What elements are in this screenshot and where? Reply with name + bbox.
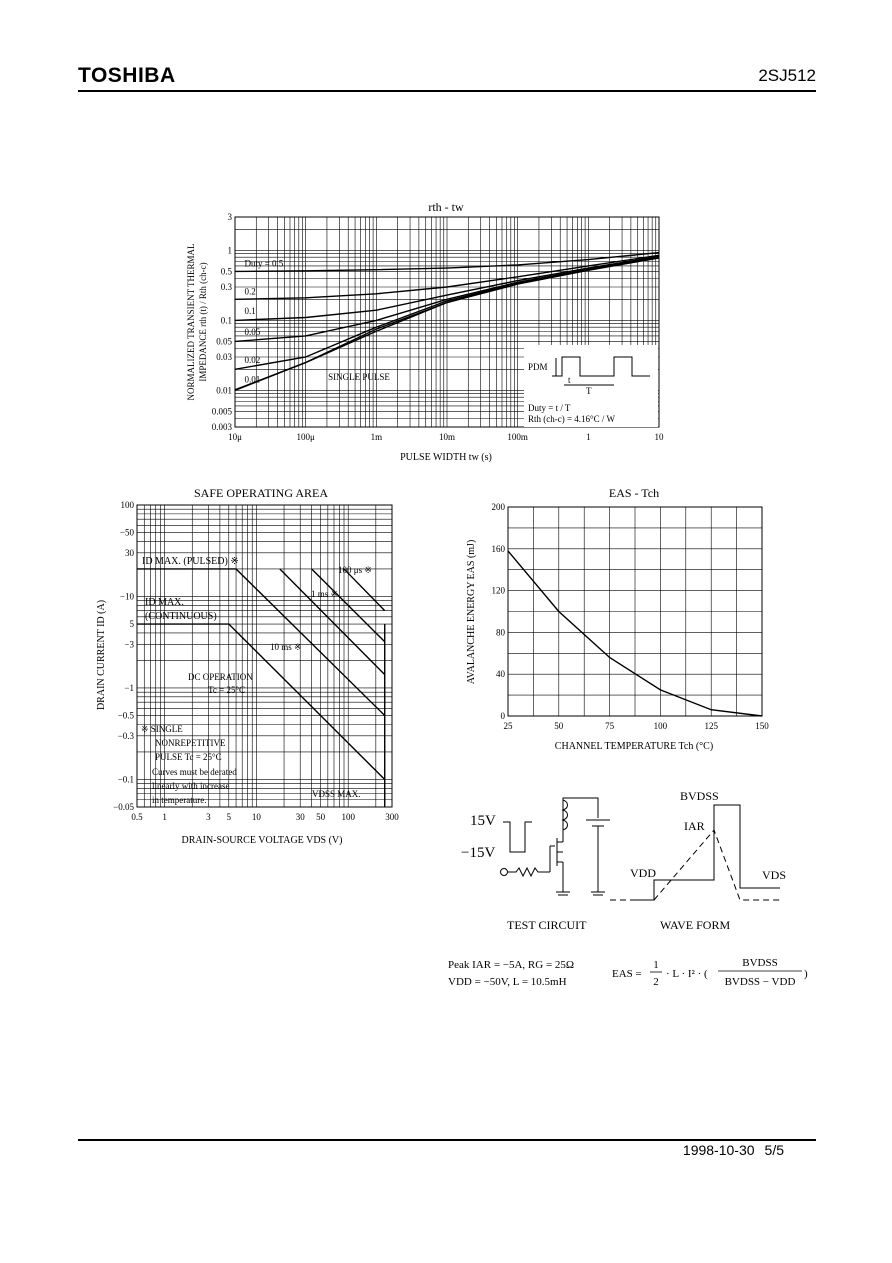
soa-ytick: −0.05: [113, 802, 134, 812]
inset-t: t: [568, 375, 571, 385]
soa-id-cont-2: (CONTINUOUS): [145, 611, 217, 622]
gate-resistor: [508, 868, 550, 876]
wave-vdd: VDD: [630, 866, 656, 880]
footer: [673, 1142, 784, 1158]
eas-xtick: 150: [755, 721, 769, 731]
soa-100us: 100 μs ※: [338, 565, 372, 575]
eas-xtick: 75: [605, 721, 615, 731]
soa-id-cont-1: ID MAX.: [145, 597, 184, 608]
soa-10ms: 10 ms ※: [270, 642, 302, 652]
soa-ytick: −0.3: [117, 730, 134, 741]
eas-ytick: 160: [491, 543, 505, 554]
mosfet: [550, 830, 563, 892]
rth-xtick: 1: [586, 432, 591, 442]
soa-id-pulsed: ID MAX. (PULSED) ※: [142, 556, 239, 567]
input-terminal: [501, 869, 508, 876]
rth-series-label: 0.01: [244, 374, 261, 385]
inset-duty: Duty = t / T: [528, 403, 571, 413]
eas-ytick: 40: [496, 669, 505, 680]
eq-end: ): [804, 968, 808, 980]
rth-xtick: 10m: [438, 432, 456, 442]
soa-ytick: −50: [119, 527, 134, 538]
rth-xtick: 100m: [507, 432, 528, 442]
footer-rule: [78, 1139, 816, 1141]
inset-T: T: [586, 386, 592, 396]
eas-xtick: 50: [554, 721, 564, 731]
rth-xtick: 10: [654, 432, 664, 442]
eq-num: 1: [653, 959, 659, 971]
soa-xtick: 50: [316, 812, 326, 822]
test-circuit-label: TEST CIRCUIT: [507, 918, 587, 932]
wave-form-label: WAVE FORM: [660, 918, 731, 932]
eas-xlabel: CHANNEL TEMPERATURE Tch (°C): [554, 741, 714, 752]
soa-xtick: 1: [162, 812, 167, 822]
eas-title: EAS - Tch: [608, 486, 660, 500]
rth-ytick: 0.01: [216, 385, 232, 396]
eas-ylabel: AVALANCHE ENERGY EAS (mJ): [466, 539, 477, 685]
soa-title: SAFE OPERATING AREA: [193, 486, 329, 500]
soa-vdss: VDSS MAX.: [312, 789, 361, 799]
soa-dc-2: Tc = 25°C: [208, 685, 246, 695]
rth-ytick: 0.05: [216, 336, 232, 347]
rth-ytick: 1: [227, 245, 232, 256]
soa-xtick: 5: [226, 812, 232, 822]
gate-pulse: [503, 822, 532, 852]
soa-note-4: Curves must be derated: [152, 767, 237, 777]
eq-lhs: EAS =: [612, 968, 642, 980]
rth-series-label: 0.1: [244, 306, 256, 317]
rth-series-label: SINGLE PULSE: [328, 371, 390, 382]
soa-note-2: NONREPETITIVE: [155, 738, 226, 748]
rth-series-label: 0.2: [244, 286, 256, 297]
rth-ylabel-2: IMPEDANCE rth (t) / Rth (ch-c): [198, 262, 208, 382]
footer-date: 1998-10-30: [682, 1142, 755, 1158]
rth-ytick: 0.03: [216, 352, 232, 362]
soa-xlabel: DRAIN-SOURCE VOLTAGE VDS (V): [181, 835, 343, 846]
soa-ytick: −10: [119, 591, 134, 602]
eq-den: 2: [653, 976, 659, 988]
eq-mid: · L · I² · (: [666, 968, 708, 980]
rth-ytick: 0.003: [211, 422, 232, 432]
eas-ytick: 0: [500, 711, 505, 721]
eq-frac-den: BVDSS − VDD: [724, 976, 796, 988]
wave-bvdss: BVDSS: [680, 789, 719, 803]
brand-logo: TOSHIBA: [78, 64, 176, 87]
soa-note-3: PULSE Tc = 25°C: [155, 752, 222, 762]
soa-note-6: in temperature.: [152, 795, 207, 805]
rth-ytick: 0.3: [220, 282, 232, 292]
eq-frac-num: BVDSS: [742, 957, 778, 969]
soa-xtick: 300: [385, 812, 399, 822]
soa-1ms: 1 ms ※: [311, 589, 339, 599]
soa-ytick: −3: [124, 639, 134, 650]
soa-xtick: 30: [295, 812, 305, 822]
soa-ytick: 100: [120, 500, 134, 510]
rth-series-label: 0.05: [244, 326, 261, 337]
eas-ytick: 200: [491, 502, 505, 512]
rth-ytick: 0.5: [220, 266, 232, 277]
soa-ytick: −0.5: [117, 710, 134, 721]
soa-ytick: −1: [124, 682, 134, 693]
soa-xtick: 100: [341, 812, 355, 822]
soa-xtick: 10: [251, 812, 261, 822]
vds-waveform: [634, 805, 780, 900]
rth-series-label: Duty = 0.5: [244, 258, 284, 269]
cond-line-1: Peak IAR = −5A, RG = 25Ω: [448, 959, 575, 971]
footer-page: 5/5: [764, 1142, 784, 1158]
eas-xtick: 100: [653, 721, 668, 731]
circuit-v-pos: 15V: [470, 813, 496, 829]
wave-vds: VDS: [762, 868, 787, 882]
eas-xtick: 125: [704, 721, 718, 731]
soa-dc-1: DC OPERATION: [188, 672, 253, 682]
rth-xlabel: PULSE WIDTH tw (s): [400, 452, 492, 463]
rth-xtick: 100μ: [296, 432, 315, 442]
soa-note-1: ※ SINGLE: [141, 724, 183, 734]
cond-line-2: VDD = −50V, L = 10.5mH: [448, 976, 567, 988]
rth-ylabel-1: NORMALIZED TRANSIENT THERMAL: [186, 243, 196, 401]
rth-ytick: 3: [227, 212, 232, 222]
soa-ytick: 5: [129, 619, 134, 630]
soa-ytick: 30: [125, 547, 134, 558]
inset-pdm: PDM: [528, 362, 548, 372]
soa-ytick: −0.1: [117, 774, 134, 785]
rth-xtick: 10μ: [228, 432, 242, 442]
rth-title: rth - tw: [428, 200, 464, 214]
rth-series-label: 0.02: [244, 355, 261, 366]
soa-ylabel: DRAIN CURRENT ID (A): [96, 599, 107, 711]
inductor: [563, 800, 568, 830]
supply-battery: [563, 798, 610, 892]
iar-waveform: [610, 830, 780, 900]
rth-ytick: 0.1: [220, 315, 232, 326]
rth-ytick: 0.005: [211, 406, 232, 417]
wave-iar: IAR: [684, 819, 705, 833]
eas-ytick: 80: [496, 627, 505, 638]
soa-xtick: 3: [206, 812, 211, 822]
eas-xtick: 25: [503, 721, 513, 731]
ground-symbols: [556, 892, 605, 895]
circuit-v-neg: −15V: [461, 845, 496, 861]
soa-xtick: 0.5: [131, 812, 143, 822]
part-number: 2SJ512: [758, 66, 816, 85]
inset-rth: Rth (ch-c) = 4.16°C / W: [528, 414, 615, 424]
soa-note-5: linearly with increase: [152, 781, 230, 791]
eas-ytick: 120: [491, 585, 505, 596]
rth-xtick: 1m: [370, 432, 383, 442]
